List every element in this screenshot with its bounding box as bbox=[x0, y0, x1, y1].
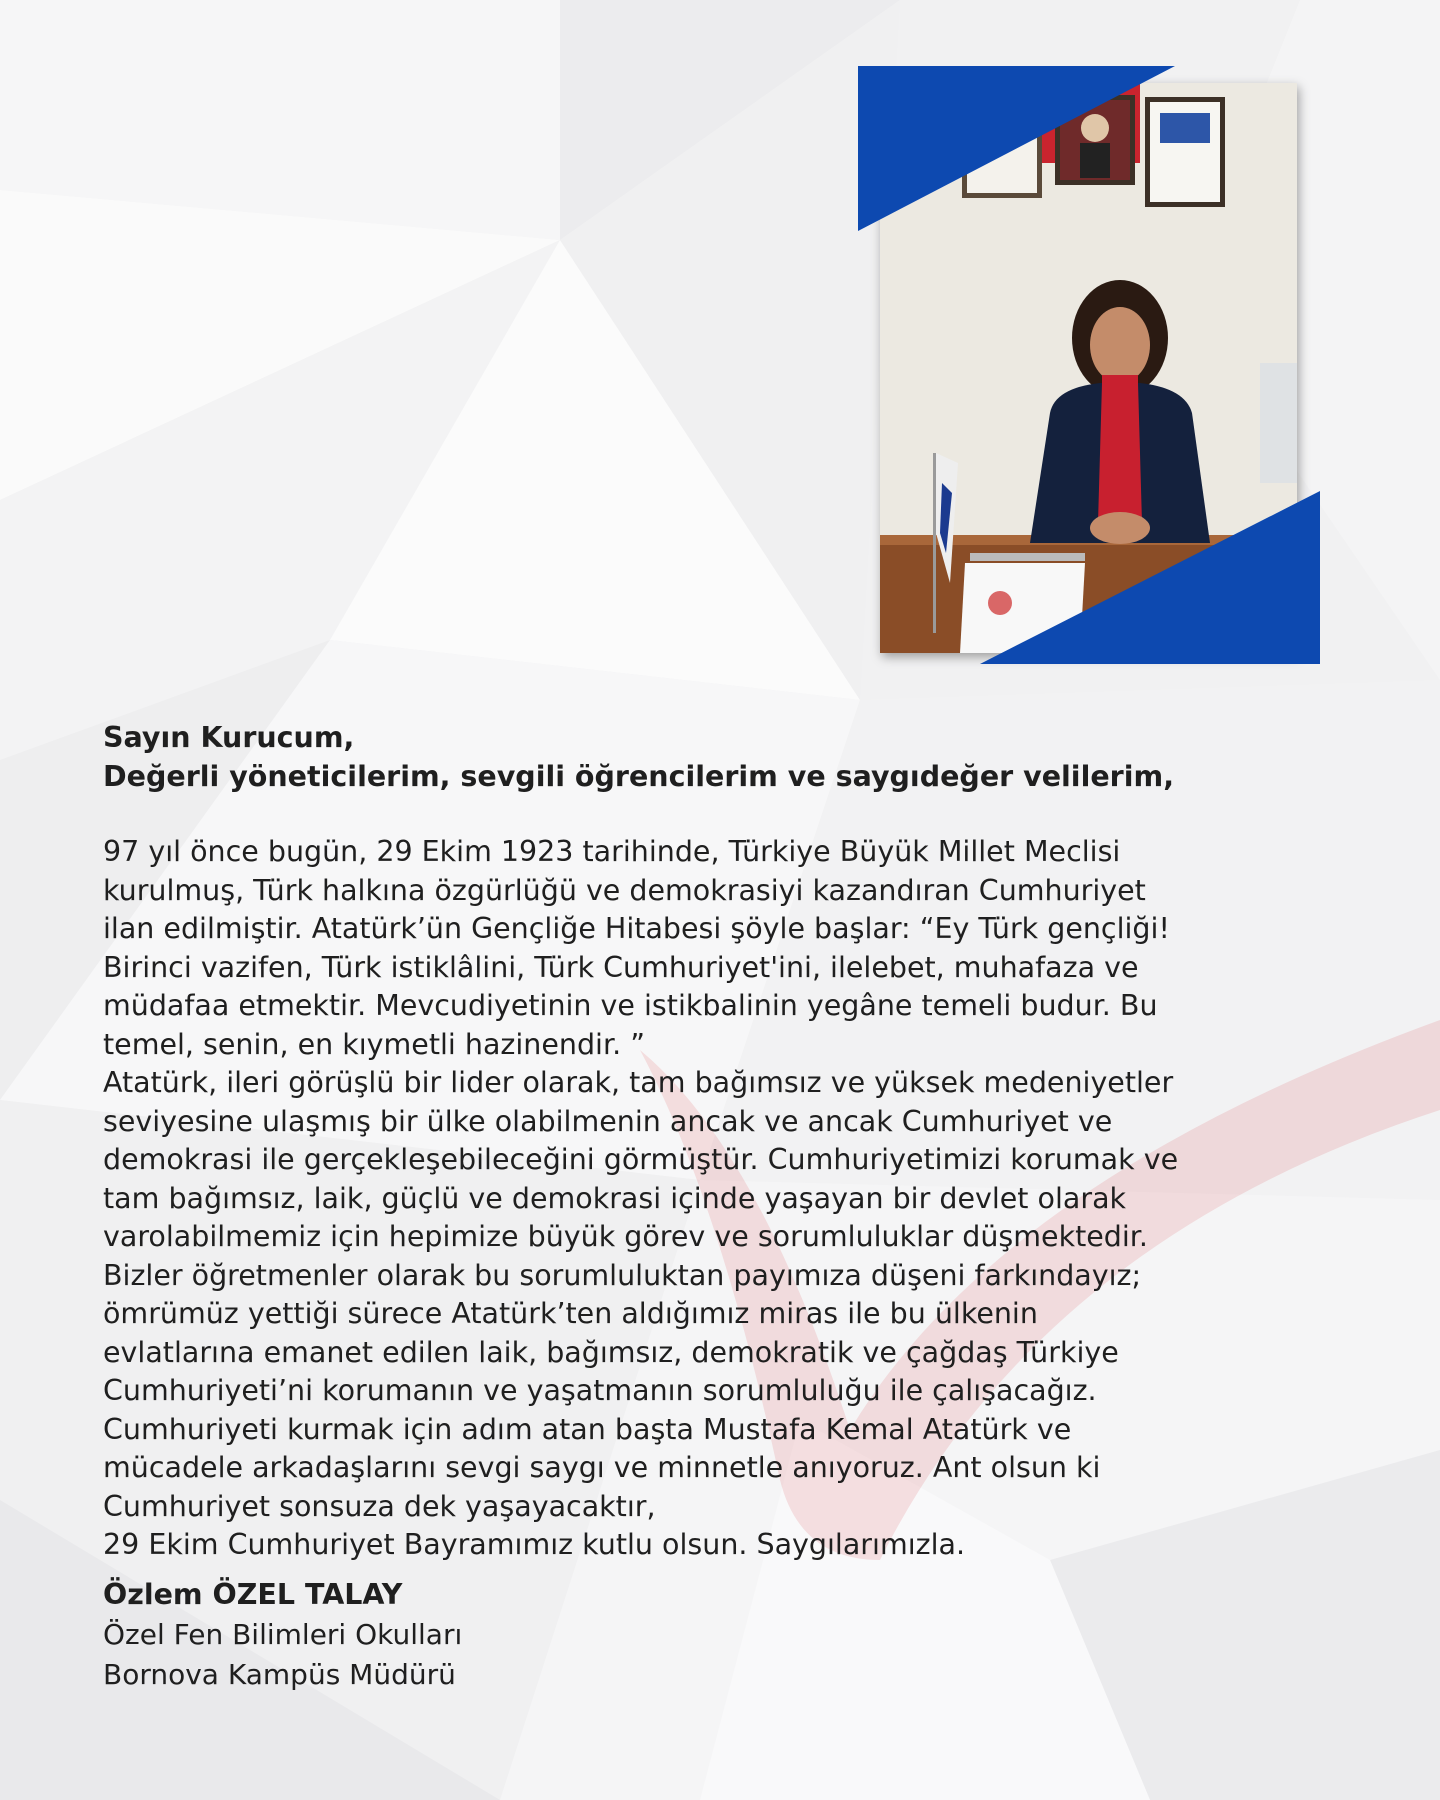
body-line: ilan edilmiştir. Atatürk’ün Gençliğe Hitabesi şöyle başlar: “Ey Türk gençliği! bbox=[103, 912, 1170, 945]
body-line: seviyesine ulaşmış bir ülke olabilmenin ancak ve ancak Cumhuriyet ve bbox=[103, 1104, 1113, 1138]
body-line: Bizler öğretmenler olarak bu sorumluluktan payımıza düşeni farkındayız; bbox=[103, 1258, 1142, 1292]
portrait-block bbox=[855, 66, 1320, 668]
body-line: 97 yıl önce bugün, 29 Ekim 1923 tarihinde, Türkiye Büyük Millet Meclisi bbox=[103, 835, 1121, 868]
body-line: Birinci vazifen, Türk istiklâlini, Türk Cumhuriyet'ini, ilelebet, muhafaza ve bbox=[103, 950, 1139, 984]
body-line: Atatürk, ileri görüşlü bir lider olarak, tam bağımsız ve yüksek medeniyetler bbox=[103, 1066, 1174, 1099]
body-line: Cumhuriyeti’ni korumanın ve yaşatmanın sorumluluğu ile çalışacağız. bbox=[103, 1374, 1097, 1407]
body-line: müdafaa etmektir. Mevcudiyetinin ve istikbalinin yegâne temeli budur. Bu bbox=[103, 989, 1158, 1022]
body-line: varolabilmemiz için hepimize büyük görev ve sorumluluklar düşmektedir. bbox=[103, 1220, 1148, 1253]
body-line: evlatlarına emanet edilen laik, bağımsız, demokratik ve çağdaş Türkiye bbox=[103, 1335, 1119, 1369]
body-line: temel, senin, en kıymetli hazinendir. ” bbox=[103, 1027, 645, 1061]
bottom-right-blue-triangle bbox=[980, 491, 1320, 664]
signature-title: Bornova Kampüs Müdürü bbox=[103, 1657, 456, 1691]
body-line: Cumhuriyet sonsuza dek yaşayacaktır, bbox=[103, 1489, 656, 1523]
letter-body bbox=[103, 833, 1343, 1565]
body-line: demokrasi ile gerçekleşebileceğini görmüştür. Cumhuriyetimizi korumak ve bbox=[103, 1143, 1179, 1176]
salutation bbox=[103, 718, 1343, 796]
body-line: ömrümüz yettiği sürece Atatürk’ten aldığımız miras ile bu ülkenin bbox=[103, 1297, 1038, 1330]
salutation-line-2: Değerli yöneticilerim, sevgili öğrencilerim ve saygıdeğer velilerim, bbox=[103, 760, 1175, 793]
body-line: 29 Ekim Cumhuriyet Bayramımız kutlu olsun. Saygılarımızla. bbox=[103, 1528, 966, 1561]
signature-name: Özlem ÖZEL TALAY bbox=[103, 1577, 403, 1611]
signature-school: Özel Fen Bilimleri Okulları bbox=[103, 1617, 463, 1651]
signature bbox=[103, 1575, 1343, 1695]
top-left-blue-triangle bbox=[858, 66, 1175, 231]
body-line: Cumhuriyeti kurmak için adım atan başta Mustafa Kemal Atatürk ve bbox=[103, 1412, 1072, 1446]
body-line: kurulmuş, Türk halkına özgürlüğü ve demokrasiyi kazandıran Cumhuriyet bbox=[103, 873, 1146, 907]
body-line: tam bağımsız, laik, güçlü ve demokrasi içinde yaşayan bir devlet olarak bbox=[103, 1181, 1127, 1215]
body-line: mücadele arkadaşlarını sevgi saygı ve minnetle anıyoruz. Ant olsun ki bbox=[103, 1451, 1101, 1484]
blue-corner-accents bbox=[855, 66, 1320, 668]
letter bbox=[103, 718, 1343, 1695]
salutation-line-1: Sayın Kurucum, bbox=[103, 721, 355, 754]
